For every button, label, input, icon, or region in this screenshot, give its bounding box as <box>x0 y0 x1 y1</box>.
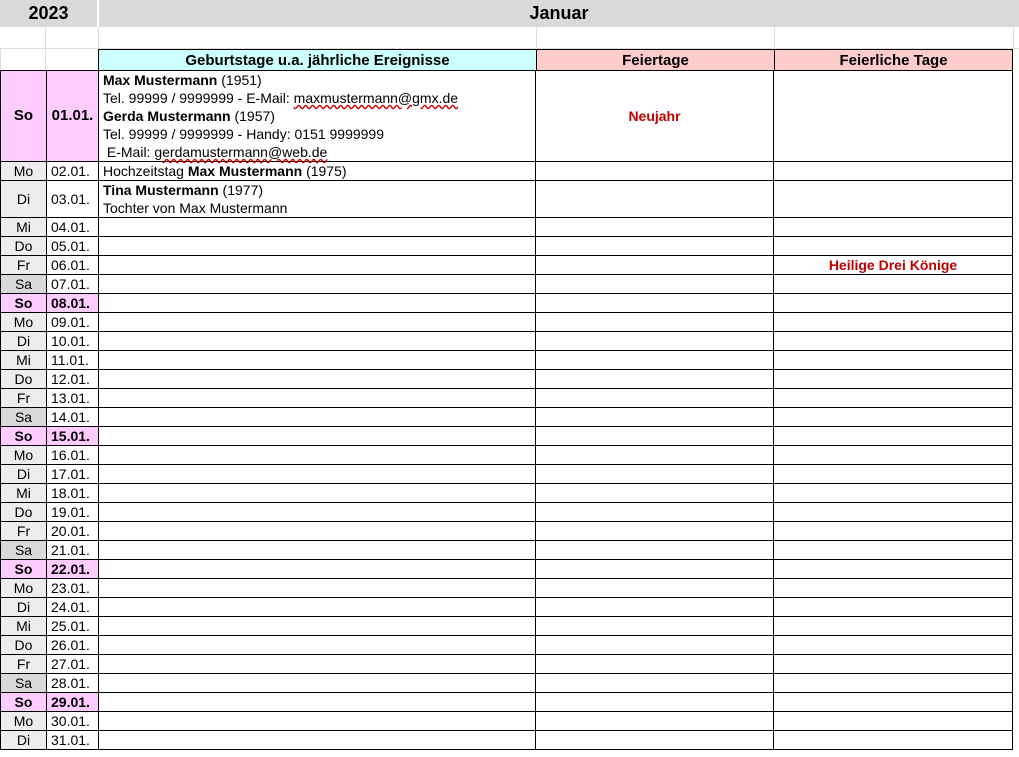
holiday-cell[interactable] <box>536 674 774 693</box>
day-row <box>1 693 1013 712</box>
day-row <box>1 560 1013 579</box>
weekday-cell[interactable]: Di <box>1 181 47 218</box>
holiday-cell[interactable] <box>536 332 774 351</box>
date-cell[interactable]: 12.01. <box>47 370 99 389</box>
holiday-cell[interactable] <box>536 636 774 655</box>
gridline <box>0 49 1 71</box>
solemn-cell[interactable] <box>774 731 1013 750</box>
weekday-cell[interactable]: Mi <box>1 484 47 503</box>
date-cell[interactable]: 17.01. <box>47 465 99 484</box>
solemn-cell[interactable] <box>774 617 1013 636</box>
day-row <box>1 484 1013 503</box>
date-cell[interactable]: 07.01. <box>47 275 99 294</box>
events-cell[interactable] <box>99 256 536 275</box>
holiday-cell[interactable] <box>536 617 774 636</box>
events-cell[interactable] <box>99 162 536 181</box>
events-cell[interactable] <box>99 351 536 370</box>
header-holidays[interactable]: Feiertage <box>536 49 775 71</box>
date-cell[interactable]: 31.01. <box>47 731 99 750</box>
events-cell[interactable] <box>99 294 536 313</box>
day-row <box>1 617 1013 636</box>
date-cell[interactable]: 02.01. <box>47 162 99 181</box>
day-row <box>1 522 1013 541</box>
person-name: Max Mustermann <box>187 163 303 179</box>
gridline <box>774 27 775 49</box>
weekday-cell[interactable]: So <box>1 71 47 162</box>
weekday-cell[interactable]: Sa <box>1 541 47 560</box>
date-cell[interactable]: 28.01. <box>47 674 99 693</box>
email-link[interactable]: gerdamustermann@web.de <box>154 144 328 160</box>
gridline <box>98 27 99 49</box>
weekday-cell[interactable]: So <box>1 294 47 313</box>
holiday-cell[interactable] <box>536 541 774 560</box>
day-row <box>1 446 1013 465</box>
events-cell[interactable] <box>99 370 536 389</box>
solemn-cell[interactable] <box>774 484 1013 503</box>
person-year: (1957) <box>230 108 275 124</box>
solemn-cell[interactable] <box>774 351 1013 370</box>
date-cell[interactable]: 19.01. <box>47 503 99 522</box>
events-cell[interactable] <box>99 237 536 256</box>
solemn-cell[interactable] <box>774 560 1013 579</box>
solemn-cell[interactable] <box>774 503 1013 522</box>
weekday-cell[interactable]: Mo <box>1 579 47 598</box>
day-row <box>1 408 1013 427</box>
weekday-cell[interactable]: Do <box>1 237 47 256</box>
day-row <box>1 275 1013 294</box>
events-cell[interactable] <box>99 465 536 484</box>
solemn-cell[interactable] <box>774 71 1013 162</box>
events-cell[interactable] <box>99 655 536 674</box>
holiday-cell[interactable] <box>536 351 774 370</box>
days-table <box>0 70 1013 750</box>
events-cell[interactable] <box>99 693 536 712</box>
holiday-cell[interactable] <box>536 655 774 674</box>
events-cell[interactable] <box>99 674 536 693</box>
events-cell[interactable] <box>99 446 536 465</box>
events-cell[interactable] <box>99 313 536 332</box>
events-cell[interactable] <box>99 484 536 503</box>
solemn-cell[interactable] <box>774 256 1013 275</box>
holiday-cell[interactable] <box>536 503 774 522</box>
day-row <box>1 256 1013 275</box>
day-row <box>1 541 1013 560</box>
person-year: (1951) <box>217 72 262 88</box>
weekday-cell[interactable]: Sa <box>1 275 47 294</box>
gridline <box>536 27 537 49</box>
holiday-cell[interactable] <box>536 579 774 598</box>
weekday-cell[interactable]: Mo <box>1 446 47 465</box>
day-row <box>1 332 1013 351</box>
weekday-cell[interactable]: Fr <box>1 256 47 275</box>
events-cell[interactable] <box>99 503 536 522</box>
year-title[interactable]: 2023 <box>0 0 98 27</box>
date-cell[interactable]: 23.01. <box>47 579 99 598</box>
header-solemn-days[interactable]: Feierliche Tage <box>774 49 1013 71</box>
events-cell[interactable] <box>99 731 536 750</box>
month-title[interactable]: Januar <box>99 0 1019 27</box>
events-cell[interactable] <box>99 181 536 218</box>
date-cell[interactable]: 04.01. <box>47 218 99 237</box>
events-cell[interactable] <box>99 275 536 294</box>
day-row <box>1 294 1013 313</box>
holiday-cell[interactable] <box>536 427 774 446</box>
holiday-cell[interactable] <box>536 313 774 332</box>
person-name: Max Mustermann <box>103 72 218 88</box>
date-cell[interactable]: 13.01. <box>47 389 99 408</box>
gridline <box>45 27 46 49</box>
email-link[interactable]: maxmustermann@gmx.de <box>293 90 459 106</box>
weekday-cell[interactable]: Di <box>1 465 47 484</box>
date-cell[interactable]: 03.01. <box>47 181 99 218</box>
header-events[interactable]: Geburtstage u.a. jährliche Ereignisse <box>98 49 537 71</box>
holiday-cell[interactable] <box>536 446 774 465</box>
solemn-cell[interactable] <box>774 655 1013 674</box>
gridline <box>1013 27 1014 49</box>
solemn-cell[interactable] <box>774 389 1013 408</box>
events-cell[interactable] <box>99 560 536 579</box>
weekday-cell[interactable]: Mo <box>1 712 47 731</box>
events-cell[interactable] <box>99 408 536 427</box>
weekday-cell[interactable]: Do <box>1 503 47 522</box>
date-cell[interactable]: 05.01. <box>47 237 99 256</box>
day-row <box>1 162 1013 181</box>
date-cell[interactable]: 06.01. <box>47 256 99 275</box>
date-cell[interactable]: 09.01. <box>47 313 99 332</box>
weekday-cell[interactable]: Fr <box>1 522 47 541</box>
person-name: Tina Mustermann <box>103 182 219 198</box>
holiday-cell[interactable] <box>536 598 774 617</box>
holiday-cell[interactable] <box>536 560 774 579</box>
holiday-cell[interactable] <box>536 731 774 750</box>
holiday-cell[interactable] <box>536 237 774 256</box>
holiday-cell[interactable] <box>536 218 774 237</box>
solemn-cell[interactable] <box>774 427 1013 446</box>
holiday-cell[interactable] <box>536 370 774 389</box>
date-cell[interactable]: 20.01. <box>47 522 99 541</box>
events-cell[interactable] <box>99 541 536 560</box>
weekday-cell[interactable]: Fr <box>1 655 47 674</box>
events-cell[interactable] <box>99 598 536 617</box>
solemn-cell[interactable] <box>774 446 1013 465</box>
holiday-cell[interactable] <box>536 389 774 408</box>
day-row <box>1 218 1013 237</box>
solemn-cell[interactable] <box>774 693 1013 712</box>
weekday-cell[interactable]: Mi <box>1 218 47 237</box>
holiday-cell[interactable] <box>536 465 774 484</box>
events-cell[interactable] <box>99 712 536 731</box>
solemn-cell[interactable] <box>774 712 1013 731</box>
day-row <box>1 313 1013 332</box>
person-year: (1975) <box>302 163 347 179</box>
weekday-cell[interactable]: Sa <box>1 408 47 427</box>
events-cell[interactable] <box>99 71 536 162</box>
event-line <box>103 107 535 125</box>
gridline <box>45 49 46 71</box>
event-line: Tel. 99999 / 9999999 - Handy: 0151 9999999 <box>103 126 385 142</box>
holiday-cell[interactable] <box>536 71 774 162</box>
weekday-cell[interactable]: Di <box>1 332 47 351</box>
day-row <box>1 237 1013 256</box>
date-cell[interactable]: 24.01. <box>47 598 99 617</box>
event-line <box>103 71 535 89</box>
day-row <box>1 712 1013 731</box>
holiday-cell[interactable] <box>536 162 774 181</box>
event-line <box>103 89 535 107</box>
date-cell[interactable]: 10.01. <box>47 332 99 351</box>
day-row <box>1 731 1013 750</box>
weekday-cell[interactable]: So <box>1 427 47 446</box>
solemn-day-text: Heilige Drei Könige <box>828 257 958 273</box>
solemn-cell[interactable] <box>774 598 1013 617</box>
day-row <box>1 370 1013 389</box>
contact-text: E-Mail: <box>103 144 155 160</box>
event-line: Tochter von Max Mustermann <box>103 200 288 216</box>
events-cell[interactable] <box>99 522 536 541</box>
solemn-cell[interactable] <box>774 522 1013 541</box>
solemn-cell[interactable] <box>774 541 1013 560</box>
date-cell[interactable]: 08.01. <box>47 294 99 313</box>
person-year: (1977) <box>218 182 264 198</box>
event-line <box>103 143 535 161</box>
events-cell[interactable] <box>99 617 536 636</box>
weekday-cell[interactable]: Mo <box>1 313 47 332</box>
holiday-cell[interactable] <box>536 181 774 218</box>
weekday-cell[interactable]: Di <box>1 731 47 750</box>
solemn-cell[interactable] <box>774 313 1013 332</box>
holiday-cell[interactable] <box>536 522 774 541</box>
events-cell[interactable] <box>99 389 536 408</box>
person-name: Gerda Mustermann <box>103 108 231 124</box>
holiday-cell[interactable] <box>536 294 774 313</box>
day-row <box>1 636 1013 655</box>
solemn-cell[interactable] <box>774 332 1013 351</box>
date-cell[interactable]: 18.01. <box>47 484 99 503</box>
weekday-cell[interactable]: So <box>1 560 47 579</box>
holiday-cell[interactable] <box>536 693 774 712</box>
date-cell[interactable]: 22.01. <box>47 560 99 579</box>
weekday-cell[interactable]: Do <box>1 636 47 655</box>
weekday-cell[interactable]: Mi <box>1 617 47 636</box>
day-row <box>1 465 1013 484</box>
day-row <box>1 389 1013 408</box>
event-line <box>103 162 535 180</box>
day-row <box>1 674 1013 693</box>
solemn-cell[interactable] <box>774 237 1013 256</box>
holiday-cell[interactable] <box>536 484 774 503</box>
day-row <box>1 427 1013 446</box>
date-cell[interactable]: 29.01. <box>47 693 99 712</box>
events-cell[interactable] <box>99 427 536 446</box>
holiday-cell[interactable] <box>536 712 774 731</box>
weekday-cell[interactable]: Mo <box>1 162 47 181</box>
events-cell[interactable] <box>99 579 536 598</box>
solemn-cell[interactable] <box>774 181 1013 218</box>
date-cell[interactable]: 27.01. <box>47 655 99 674</box>
event-line <box>103 181 535 199</box>
solemn-cell[interactable] <box>774 218 1013 237</box>
day-row <box>1 71 1013 162</box>
holiday-cell[interactable] <box>536 256 774 275</box>
weekday-cell[interactable]: Sa <box>1 674 47 693</box>
solemn-cell[interactable] <box>774 636 1013 655</box>
day-row <box>1 181 1013 218</box>
weekday-cell[interactable]: Mi <box>1 351 47 370</box>
solemn-cell[interactable] <box>774 275 1013 294</box>
weekday-cell[interactable]: So <box>1 693 47 712</box>
solemn-cell[interactable] <box>774 579 1013 598</box>
date-cell[interactable]: 26.01. <box>47 636 99 655</box>
events-cell[interactable] <box>99 218 536 237</box>
events-cell[interactable] <box>99 636 536 655</box>
holiday-text: Neujahr <box>628 108 681 124</box>
event-text: Hochzeitstag <box>103 163 188 179</box>
holiday-cell[interactable] <box>536 275 774 294</box>
date-cell[interactable]: 01.01. <box>47 71 99 162</box>
date-cell[interactable]: 21.01. <box>47 541 99 560</box>
solemn-cell[interactable] <box>774 408 1013 427</box>
contact-text: Tel. 99999 / 9999999 - E-Mail: <box>103 90 294 106</box>
day-row <box>1 351 1013 370</box>
day-row <box>1 598 1013 617</box>
holiday-cell[interactable] <box>536 408 774 427</box>
date-cell[interactable]: 11.01. <box>47 351 99 370</box>
day-row <box>1 655 1013 674</box>
weekday-cell[interactable]: Do <box>1 370 47 389</box>
day-row <box>1 579 1013 598</box>
solemn-cell[interactable] <box>774 674 1013 693</box>
day-row <box>1 503 1013 522</box>
weekday-cell[interactable]: Fr <box>1 389 47 408</box>
solemn-cell[interactable] <box>774 294 1013 313</box>
date-cell[interactable]: 15.01. <box>47 427 99 446</box>
date-cell[interactable]: 25.01. <box>47 617 99 636</box>
date-cell[interactable]: 16.01. <box>47 446 99 465</box>
date-cell[interactable]: 30.01. <box>47 712 99 731</box>
events-cell[interactable] <box>99 332 536 351</box>
weekday-cell[interactable]: Di <box>1 598 47 617</box>
date-cell[interactable]: 14.01. <box>47 408 99 427</box>
solemn-cell[interactable] <box>774 465 1013 484</box>
solemn-cell[interactable] <box>774 162 1013 181</box>
solemn-cell[interactable] <box>774 370 1013 389</box>
